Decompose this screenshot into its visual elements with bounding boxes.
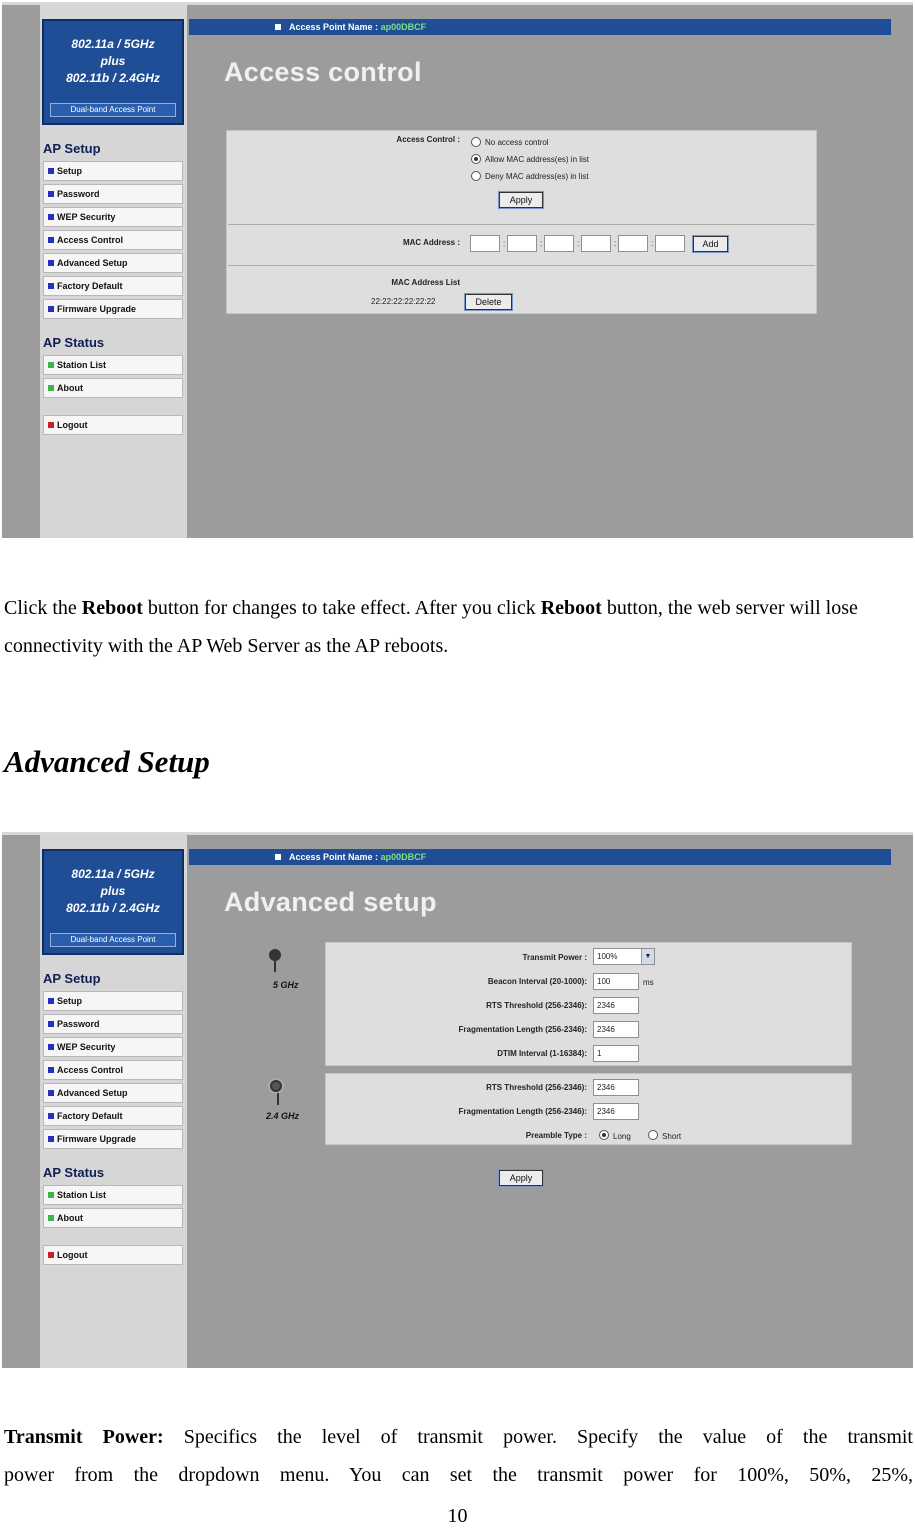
logo-line3: 802.11b / 2.4GHz (66, 901, 160, 915)
nav-firmware-upgrade[interactable]: Firmware Upgrade (43, 299, 183, 319)
logo-line2: plus (100, 54, 126, 68)
nav-factory-default[interactable]: Factory Default (43, 1106, 183, 1126)
radio-allow-mac[interactable] (471, 154, 481, 164)
blue-bullet-icon (48, 1044, 54, 1050)
fragmentation-length-24-label: Fragmentation Length (256-2346): (458, 1107, 587, 1116)
mac-separator: : (651, 239, 654, 248)
chevron-down-icon: ▼ (641, 949, 654, 964)
rts-threshold-24-input[interactable]: 2346 (593, 1079, 639, 1096)
mac-separator: : (540, 239, 543, 248)
rts-threshold-24-label: RTS Threshold (256-2346): (486, 1083, 587, 1092)
apply-button[interactable]: Apply (499, 192, 543, 208)
antenna-24ghz-icon (270, 1080, 282, 1092)
nav-setup[interactable]: Setup (43, 161, 183, 181)
band-24ghz-label: 2.4 GHz (266, 1111, 300, 1121)
blue-bullet-icon (48, 1113, 54, 1119)
blue-bullet-icon (48, 237, 54, 243)
access-control-screenshot (2, 2, 913, 538)
blue-bullet-icon (48, 191, 54, 197)
preamble-short-label: Short (662, 1132, 682, 1141)
mac-octet-2-input[interactable] (507, 235, 537, 252)
ap-name-value: ap00DBCF (380, 852, 427, 862)
green-bullet-icon (48, 362, 54, 368)
nav-advanced-setup[interactable]: Advanced Setup (43, 1083, 183, 1103)
blue-bullet-icon (48, 1021, 54, 1027)
rts-threshold-label: RTS Threshold (256-2346): (486, 1001, 587, 1010)
fragmentation-length-24-input[interactable]: 2346 (593, 1103, 639, 1120)
access-control-label: Access Control : (396, 135, 460, 144)
rts-threshold-input[interactable]: 2346 (593, 997, 639, 1014)
green-bullet-icon (48, 385, 54, 391)
reboot-paragraph: Click the Reboot button for changes to take effect. After you click Reboot button, the web server will lose connectivity with the AP Web Server as the AP reboots. (4, 597, 858, 657)
blue-bullet-icon (48, 1090, 54, 1096)
logo-line1: 802.11a / 5GHz (71, 37, 155, 51)
nav-factory-default[interactable]: Factory Default (43, 276, 183, 296)
mac-separator: : (577, 239, 580, 248)
red-bullet-icon (48, 422, 54, 428)
dtim-interval-label: DTIM Interval (1-16384): (497, 1049, 587, 1058)
nav-logout[interactable]: Logout (43, 1245, 183, 1265)
logo-line1: 802.11a / 5GHz (71, 867, 155, 881)
ap-name-label: Access Point Name : (289, 852, 379, 862)
section-heading: Advanced Setup (4, 744, 210, 779)
reboot-bold-1: Reboot (81, 597, 143, 619)
nav-advanced-setup[interactable]: Advanced Setup (43, 253, 183, 273)
add-button[interactable]: Add (693, 236, 728, 252)
ap-name-bar (189, 849, 891, 865)
nav-station-list[interactable]: Station List (43, 1185, 183, 1205)
divider (228, 265, 815, 266)
logo-subtitle: Dual-band Access Point (50, 933, 176, 947)
logo-line3: 802.11b / 2.4GHz (66, 71, 160, 85)
blue-bullet-icon (48, 260, 54, 266)
logo-line2: plus (100, 884, 126, 898)
beacon-interval-label: Beacon Interval (20-1000): (487, 977, 587, 986)
nav-station-list[interactable]: Station List (43, 355, 183, 375)
fragmentation-length-label: Fragmentation Length (256-2346): (458, 1025, 587, 1034)
mac-list-entry: 22:22:22:22:22:22 (371, 297, 436, 306)
blue-bullet-icon (48, 283, 54, 289)
dtim-interval-input[interactable]: 1 (593, 1045, 639, 1062)
product-logo (42, 19, 184, 125)
page-number: 10 (447, 1505, 468, 1527)
beacon-interval-input[interactable]: 100 (593, 973, 639, 990)
ap-setup-heading: AP Setup (43, 141, 101, 156)
ap-status-heading: AP Status (43, 335, 105, 350)
band-5ghz-label: 5 GHz (273, 980, 299, 990)
blue-bullet-icon (48, 1067, 54, 1073)
square-icon (275, 854, 281, 860)
ap-name-value: ap00DBCF (380, 22, 427, 32)
apply-button[interactable]: Apply (499, 1170, 543, 1186)
reboot-bold-2: Reboot (540, 597, 602, 619)
nav-about[interactable]: About (43, 1208, 183, 1228)
nav-wep-security[interactable]: WEP Security (43, 1037, 183, 1057)
mac-octet-4-input[interactable] (581, 235, 611, 252)
preamble-type-label: Preamble Type : (525, 1131, 587, 1140)
mac-octet-6-input[interactable] (655, 235, 685, 252)
nav-password[interactable]: Password (43, 184, 183, 204)
advanced-setup-screenshot (2, 832, 913, 1368)
red-bullet-icon (48, 1252, 54, 1258)
paragraph-line-1: Transmit Power: Specifics the level of transmit power. Specify the value of the transmit (4, 1426, 913, 1448)
option-allow-mac: Allow MAC address(es) in list (485, 155, 590, 164)
preamble-long-label: Long (613, 1132, 631, 1141)
green-bullet-icon (48, 1192, 54, 1198)
radio-no-access-control[interactable] (471, 137, 481, 147)
blue-bullet-icon (48, 168, 54, 174)
product-logo (42, 849, 184, 955)
radio-deny-mac[interactable] (471, 171, 481, 181)
ap-name-bar (189, 19, 891, 35)
nav-password[interactable]: Password (43, 1014, 183, 1034)
page-title: Advanced setup (224, 887, 437, 917)
ap-name-label: Access Point Name : (289, 22, 379, 32)
mac-separator: : (503, 239, 506, 248)
mac-separator: : (614, 239, 617, 248)
nav-setup[interactable]: Setup (43, 991, 183, 1011)
fragmentation-length-input[interactable]: 2346 (593, 1021, 639, 1038)
ap-status-heading: AP Status (43, 1165, 105, 1180)
square-icon (275, 24, 281, 30)
ap-setup-heading: AP Setup (43, 971, 101, 986)
nav-wep-security[interactable]: WEP Security (43, 207, 183, 227)
transmit-power-select[interactable]: 100% ▼ (593, 948, 655, 965)
nav-access-control[interactable]: Access Control (43, 230, 183, 250)
page-title: Access control (224, 57, 422, 87)
nav-about[interactable]: About (43, 378, 183, 398)
beacon-unit: ms (643, 978, 654, 987)
option-deny-mac: Deny MAC address(es) in list (485, 172, 589, 181)
blue-bullet-icon (48, 214, 54, 220)
divider (228, 224, 815, 225)
transmit-power-label: Transmit Power : (522, 953, 587, 962)
delete-button[interactable]: Delete (465, 294, 512, 310)
transmit-power-bold: Transmit Power: (4, 1426, 164, 1448)
blue-bullet-icon (48, 998, 54, 1004)
nav-access-control[interactable]: Access Control (43, 1060, 183, 1080)
radio-preamble-short[interactable] (648, 1130, 658, 1140)
radio-preamble-long[interactable] (599, 1130, 609, 1140)
mac-octet-5-input[interactable] (618, 235, 648, 252)
mac-list-label: MAC Address List (391, 278, 460, 287)
mac-octet-3-input[interactable] (544, 235, 574, 252)
mac-address-label: MAC Address : (402, 238, 460, 247)
nav-logout[interactable]: Logout (43, 415, 183, 435)
mac-octet-1-input[interactable] (470, 235, 500, 252)
nav-firmware-upgrade[interactable]: Firmware Upgrade (43, 1129, 183, 1149)
logo-subtitle: Dual-band Access Point (50, 103, 176, 117)
paragraph-line-2: power from the dropdown menu. You can set the transmit power for 100%, 50%, 25%, (4, 1464, 913, 1486)
antenna-5ghz-icon (269, 949, 281, 961)
blue-bullet-icon (48, 1136, 54, 1142)
blue-bullet-icon (48, 306, 54, 312)
option-no-access-control: No access control (485, 138, 549, 147)
transmit-power-paragraph (4, 1418, 913, 1494)
green-bullet-icon (48, 1215, 54, 1221)
